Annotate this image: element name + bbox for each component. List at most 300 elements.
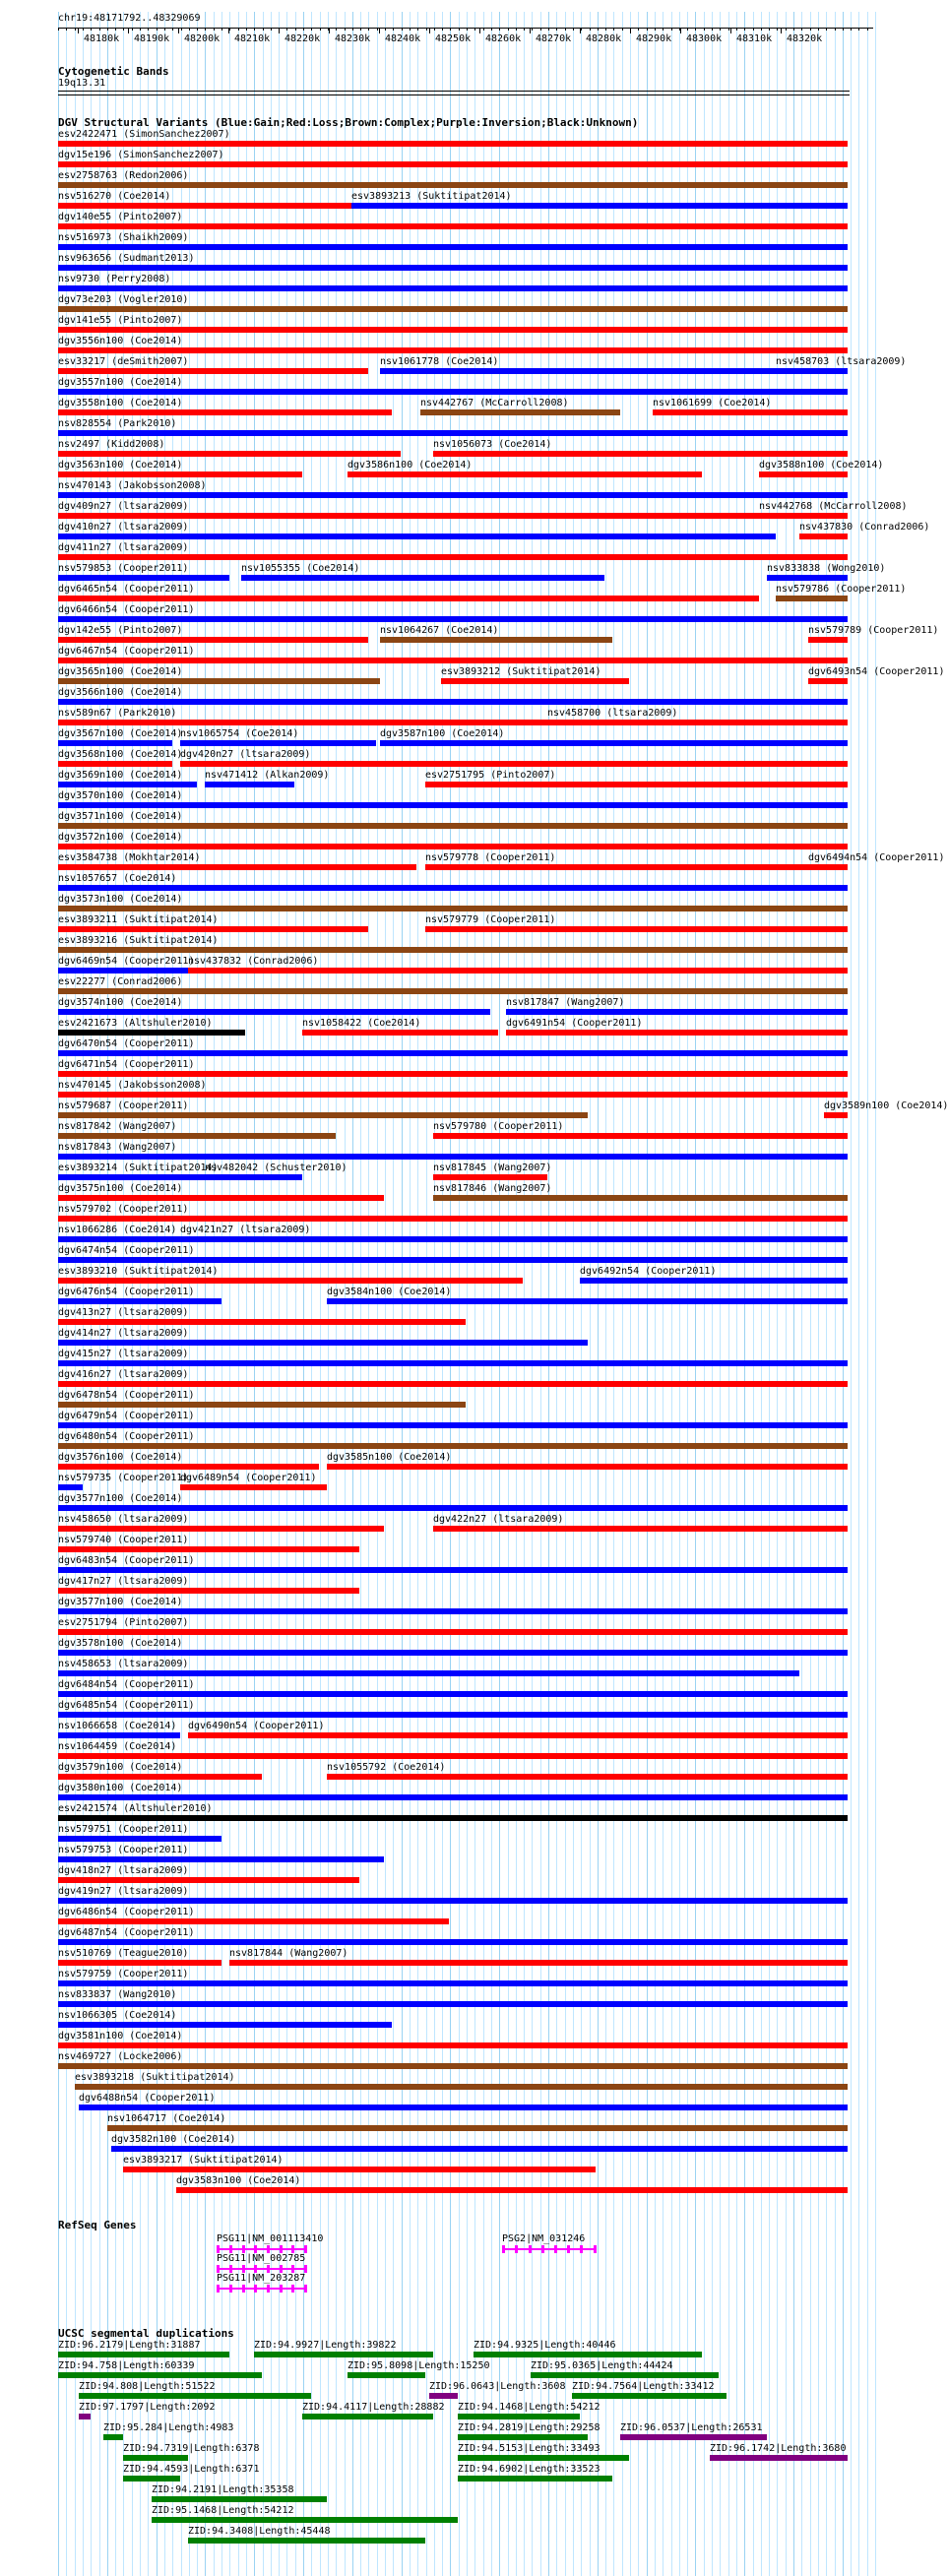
dgv-feature-bar[interactable] — [327, 1298, 848, 1304]
dgv-feature-bar[interactable] — [380, 368, 776, 374]
dgv-feature-label: esv3584738 (Mokhtar2014) — [58, 852, 201, 863]
refseq-gene-exon[interactable] — [242, 2245, 245, 2253]
ruler-minor-tick — [148, 28, 149, 31]
refseq-gene-label: PSG11|NM_001113410 — [217, 2233, 324, 2244]
dgv-feature-label: nsv1055355 (Coe2014) — [241, 563, 360, 574]
dgv-feature-label: esv2751794 (Pinto2007) — [58, 1617, 189, 1628]
dgv-feature-bar[interactable] — [58, 1360, 848, 1366]
dgv-feature-bar[interactable] — [58, 1464, 319, 1470]
refseq-gene-exon[interactable] — [502, 2245, 505, 2253]
cytoband-title: Cytogenetic Bands — [58, 65, 169, 78]
dgv-feature-bar[interactable] — [799, 534, 848, 539]
refseq-gene-exon[interactable] — [242, 2285, 245, 2293]
dgv-feature-label: dgv3578n100 (Coe2014) — [58, 1638, 183, 1649]
dgv-feature-label: dgv3586n100 (Coe2014) — [348, 460, 473, 471]
ruler-minor-tick — [311, 28, 312, 31]
ruler-major-tick — [78, 28, 79, 33]
dgv-feature-bar[interactable] — [58, 926, 368, 932]
ruler-minor-tick — [720, 28, 721, 31]
dgv-feature-bar[interactable] — [58, 1422, 848, 1428]
dgv-feature-bar[interactable] — [380, 637, 612, 643]
dgv-feature-bar[interactable] — [205, 782, 294, 787]
dgv-feature-bar[interactable] — [58, 1071, 848, 1077]
refseq-gene-exon[interactable] — [229, 2245, 232, 2253]
dgv-feature-bar[interactable] — [58, 1753, 848, 1759]
ruler-minor-tick — [246, 28, 247, 31]
segdup-bar[interactable] — [152, 2517, 458, 2523]
dgv-feature-bar[interactable] — [58, 554, 848, 560]
segdup-bar[interactable] — [348, 2372, 425, 2378]
dgv-feature-bar[interactable] — [58, 430, 848, 436]
dgv-feature-bar[interactable] — [58, 368, 368, 374]
dgv-feature-bar[interactable] — [58, 1526, 384, 1532]
dgv-feature-bar[interactable] — [58, 1030, 245, 1036]
dgv-feature-bar[interactable] — [58, 2042, 848, 2048]
dgv-feature-bar[interactable] — [58, 1133, 336, 1139]
dgv-feature-bar[interactable] — [58, 1629, 848, 1635]
dgv-feature-label: nsv442767 (McCarroll2008) — [420, 398, 569, 408]
dgv-feature-bar[interactable] — [58, 265, 848, 271]
refseq-gene-exon[interactable] — [594, 2245, 597, 2253]
dgv-feature-bar[interactable] — [58, 1009, 490, 1015]
dgv-feature-bar[interactable] — [58, 1856, 384, 1862]
dgv-feature-bar[interactable] — [327, 1464, 848, 1470]
dgv-feature-label: dgv6492n54 (Cooper2011) — [580, 1266, 717, 1277]
dgv-feature-bar[interactable] — [58, 637, 368, 643]
ruler-minor-tick — [818, 28, 819, 31]
dgv-feature-bar[interactable] — [580, 1278, 848, 1284]
dgv-feature-bar[interactable] — [58, 740, 172, 746]
dgv-feature-bar[interactable] — [58, 1712, 848, 1718]
dgv-feature-bar[interactable] — [58, 1236, 180, 1242]
dgv-feature-bar[interactable] — [58, 471, 302, 477]
dgv-feature-label: dgv6469n54 (Cooper2011) — [58, 956, 195, 967]
dgv-feature-bar[interactable] — [58, 906, 848, 911]
segdup-bar[interactable] — [458, 2434, 588, 2440]
dgv-feature-bar[interactable] — [188, 1732, 848, 1738]
refseq-gene-exon[interactable] — [254, 2245, 257, 2253]
dgv-feature-label: dgv3573n100 (Coe2014) — [58, 894, 183, 905]
ruler-minor-tick — [426, 28, 427, 31]
dgv-feature-bar[interactable] — [58, 534, 776, 539]
refseq-gene-exon[interactable] — [515, 2245, 518, 2253]
dgv-feature-label: nsv516973 (Shaikh2009) — [58, 232, 189, 243]
dgv-feature-bar[interactable] — [433, 1174, 547, 1180]
dgv-feature-bar[interactable] — [58, 1650, 848, 1656]
dgv-feature-label: dgv3576n100 (Coe2014) — [58, 1452, 183, 1463]
segdup-bar[interactable] — [302, 2414, 433, 2419]
ruler-tick-label: 48260k — [485, 33, 522, 44]
dgv-feature-bar[interactable] — [433, 1133, 848, 1139]
dgv-feature-bar[interactable] — [58, 864, 416, 870]
dgv-feature-label: dgv3588n100 (Coe2014) — [759, 460, 884, 471]
segdup-bar[interactable] — [458, 2414, 580, 2419]
dgv-feature-bar[interactable] — [58, 1092, 848, 1098]
dgv-feature-bar[interactable] — [58, 1877, 359, 1883]
dgv-feature-bar[interactable] — [58, 1257, 848, 1263]
refseq-gene-exon[interactable] — [280, 2285, 283, 2293]
dgv-feature-bar[interactable] — [58, 1608, 848, 1614]
dgv-feature-bar[interactable] — [58, 1319, 466, 1325]
dgv-feature-label: dgv3579n100 (Coe2014) — [58, 1762, 183, 1773]
dgv-feature-bar[interactable] — [58, 947, 848, 953]
segdup-label: ZID:96.0643|Length:3608 — [429, 2381, 566, 2392]
segdup-bar[interactable] — [79, 2393, 311, 2399]
ruler-minor-tick — [320, 28, 321, 31]
dgv-feature-bar[interactable] — [425, 782, 848, 787]
refseq-gene-exon[interactable] — [567, 2245, 570, 2253]
dgv-feature-bar[interactable] — [58, 761, 172, 767]
dgv-feature-label: esv2422471 (SimonSanchez2007) — [58, 129, 230, 140]
refseq-gene-exon[interactable] — [229, 2285, 232, 2293]
cytoband-bar[interactable] — [58, 91, 850, 92]
refseq-gene-exon[interactable] — [217, 2265, 220, 2273]
dgv-feature-label: dgv3583n100 (Coe2014) — [176, 2175, 301, 2186]
refseq-gene-exon[interactable] — [280, 2265, 283, 2273]
dgv-feature-bar[interactable] — [58, 1174, 205, 1180]
ruler-minor-tick — [753, 28, 754, 31]
segdup-bar[interactable] — [58, 2372, 262, 2378]
segdup-bar[interactable] — [458, 2455, 629, 2461]
dgv-feature-bar[interactable] — [58, 1484, 83, 1490]
refseq-gene-exon[interactable] — [267, 2265, 270, 2273]
refseq-gene-exon[interactable] — [304, 2285, 307, 2293]
dgv-feature-bar[interactable] — [58, 1670, 799, 1676]
dgv-feature-bar[interactable] — [58, 409, 392, 415]
dgv-feature-bar[interactable] — [58, 616, 848, 622]
dgv-feature-label: dgv6465n54 (Cooper2011) — [58, 584, 195, 595]
ruler-minor-tick — [474, 28, 475, 31]
dgv-feature-bar[interactable] — [58, 596, 759, 601]
dgv-feature-bar[interactable] — [58, 1112, 588, 1118]
dgv-feature-bar[interactable] — [58, 1980, 848, 1986]
dgv-feature-bar[interactable] — [58, 1691, 848, 1697]
dgv-feature-label: dgv3557n100 (Coe2014) — [58, 377, 183, 388]
ruler-minor-tick — [491, 28, 492, 31]
dgv-feature-bar[interactable] — [58, 968, 188, 974]
dgv-feature-bar[interactable] — [58, 1154, 848, 1160]
dgv-feature-label: nsv579687 (Cooper2011) — [58, 1100, 189, 1111]
dgv-feature-bar[interactable] — [433, 451, 848, 457]
dgv-feature-bar[interactable] — [58, 844, 848, 849]
segdup-bar[interactable] — [572, 2393, 727, 2399]
dgv-feature-label: dgv6489n54 (Cooper2011) — [180, 1473, 317, 1483]
ruler-minor-tick — [205, 28, 206, 31]
refseq-gene-exon[interactable] — [529, 2245, 532, 2253]
dgv-feature-bar[interactable] — [58, 699, 848, 705]
dgv-feature-bar[interactable] — [58, 1050, 848, 1056]
dgv-feature-bar[interactable] — [180, 761, 848, 767]
refseq-gene-exon[interactable] — [304, 2265, 307, 2273]
ruler-minor-tick — [197, 28, 198, 31]
dgv-feature-bar[interactable] — [58, 2001, 848, 2007]
dgv-feature-bar[interactable] — [776, 368, 848, 374]
dgv-feature-label: dgv6474n54 (Cooper2011) — [58, 1245, 195, 1256]
segdup-bar[interactable] — [458, 2476, 612, 2482]
dgv-feature-bar[interactable] — [767, 575, 848, 581]
dgv-feature-label: esv33217 (deSmith2007) — [58, 356, 189, 367]
dgv-feature-label: dgv6476n54 (Cooper2011) — [58, 1287, 195, 1297]
dgv-feature-bar[interactable] — [79, 2105, 848, 2110]
ruler-minor-tick — [532, 28, 533, 31]
dgv-feature-bar[interactable] — [180, 1236, 848, 1242]
dgv-feature-label: nsv817845 (Wang2007) — [433, 1162, 552, 1173]
refseq-gene-exon[interactable] — [304, 2245, 307, 2253]
ruler-tick-label: 48300k — [686, 33, 723, 44]
dgv-feature-bar[interactable] — [205, 1174, 302, 1180]
segdup-bar[interactable] — [58, 2352, 229, 2357]
ruler-minor-tick — [459, 28, 460, 31]
refseq-track-title: RefSeq Genes — [58, 2219, 137, 2231]
dgv-feature-bar[interactable] — [58, 451, 401, 457]
dgv-feature-bar[interactable] — [58, 988, 848, 994]
dgv-feature-bar[interactable] — [824, 1112, 848, 1118]
dgv-feature-bar[interactable] — [433, 1195, 848, 1201]
dgv-feature-bar[interactable] — [58, 1774, 262, 1780]
segdup-label: ZID:94.5153|Length:33493 — [458, 2443, 600, 2454]
dgv-feature-bar[interactable] — [58, 1960, 221, 1966]
dgv-feature-bar[interactable] — [180, 740, 376, 746]
segdup-label: ZID:94.6902|Length:33523 — [458, 2464, 600, 2475]
refseq-gene-exon[interactable] — [242, 2265, 245, 2273]
dgv-feature-bar[interactable] — [759, 513, 848, 519]
dgv-feature-bar[interactable] — [653, 409, 848, 415]
segdup-label: ZID:94.9325|Length:40446 — [474, 2340, 616, 2351]
dgv-feature-bar[interactable] — [58, 1298, 221, 1304]
segdup-bar[interactable] — [474, 2352, 702, 2357]
dgv-feature-label: esv2421673 (Altshuler2010) — [58, 1018, 213, 1029]
dgv-feature-label: esv2421574 (Altshuler2010) — [58, 1803, 213, 1814]
dgv-feature-bar[interactable] — [425, 926, 848, 932]
dgv-feature-bar[interactable] — [441, 678, 629, 684]
dgv-feature-bar[interactable] — [547, 720, 848, 725]
segdup-label: ZID:94.1468|Length:54212 — [458, 2402, 600, 2413]
ruler-minor-tick — [238, 28, 239, 31]
ruler-minor-tick — [744, 28, 745, 31]
ruler-minor-tick — [352, 28, 353, 31]
refseq-gene-exon[interactable] — [291, 2285, 294, 2293]
refseq-gene-label: PSG2|NM_031246 — [502, 2233, 586, 2244]
dgv-feature-bar[interactable] — [58, 1402, 466, 1408]
dgv-feature-bar[interactable] — [302, 1030, 498, 1036]
ruler-minor-tick — [851, 28, 852, 31]
dgv-feature-bar[interactable] — [58, 513, 848, 519]
segdup-bar[interactable] — [254, 2352, 433, 2357]
dgv-feature-label: dgv6466n54 (Cooper2011) — [58, 604, 195, 615]
dgv-feature-bar[interactable] — [58, 1216, 848, 1222]
dgv-feature-bar[interactable] — [75, 2084, 848, 2090]
dgv-feature-bar[interactable] — [58, 182, 848, 188]
dgv-feature-label: dgv6470n54 (Cooper2011) — [58, 1038, 195, 1049]
dgv-feature-bar[interactable] — [58, 327, 848, 333]
dgv-feature-label: nsv1064267 (Coe2014) — [380, 625, 499, 636]
dgv-feature-bar[interactable] — [58, 1732, 180, 1738]
dgv-feature-label: esv2758763 (Redon2006) — [58, 170, 189, 181]
refseq-gene-exon[interactable] — [217, 2285, 220, 2293]
refseq-gene-exon[interactable] — [280, 2245, 283, 2253]
dgv-feature-bar[interactable] — [58, 1939, 848, 1945]
dgv-feature-bar[interactable] — [808, 637, 848, 643]
dgv-feature-bar[interactable] — [58, 823, 848, 829]
dgv-feature-bar[interactable] — [58, 1505, 848, 1511]
refseq-gene-exon[interactable] — [254, 2265, 257, 2273]
dgv-feature-bar[interactable] — [176, 2187, 848, 2193]
dgv-feature-label: nsv470145 (Jakobsson2008) — [58, 1080, 207, 1091]
ruler-minor-tick — [164, 28, 165, 31]
dgv-feature-bar[interactable] — [58, 575, 229, 581]
dgv-feature-label: dgv6488n54 (Cooper2011) — [79, 2093, 216, 2104]
refseq-gene-exon[interactable] — [554, 2245, 557, 2253]
dgv-feature-bar[interactable] — [58, 678, 380, 684]
dgv-feature-bar[interactable] — [58, 2063, 848, 2069]
dgv-feature-bar[interactable] — [58, 1546, 359, 1552]
refseq-gene-exon[interactable] — [229, 2265, 232, 2273]
dgv-feature-bar[interactable] — [808, 678, 848, 684]
dgv-feature-label: nsv1061778 (Coe2014) — [380, 356, 499, 367]
segdup-bar[interactable] — [103, 2434, 123, 2440]
dgv-feature-label: nsv1064717 (Coe2014) — [107, 2113, 226, 2124]
segdup-bar[interactable] — [429, 2393, 458, 2399]
dgv-feature-label: nsv1057657 (Coe2014) — [58, 873, 177, 884]
dgv-feature-label: dgv420n27 (ltsara2009) — [180, 749, 311, 760]
refseq-gene-exon[interactable] — [580, 2245, 583, 2253]
dgv-feature-bar[interactable] — [58, 203, 351, 209]
dgv-feature-bar[interactable] — [506, 1009, 848, 1015]
dgv-feature-bar[interactable] — [58, 389, 848, 395]
dgv-feature-bar[interactable] — [425, 864, 848, 870]
dgv-feature-bar[interactable] — [58, 885, 848, 891]
dgv-feature-bar[interactable] — [58, 1340, 588, 1346]
dgv-feature-label: nsv817842 (Wang2007) — [58, 1121, 177, 1132]
ruler-minor-tick — [377, 28, 378, 31]
dgv-feature-bar[interactable] — [380, 740, 848, 746]
dgv-feature-bar[interactable] — [58, 720, 547, 725]
ruler-major-tick — [479, 28, 480, 33]
dgv-feature-bar[interactable] — [58, 1443, 848, 1449]
ruler-tick-label: 48220k — [284, 33, 321, 44]
refseq-gene-exon[interactable] — [267, 2285, 270, 2293]
dgv-feature-bar[interactable] — [58, 492, 848, 498]
dgv-feature-label: dgv416n27 (ltsara2009) — [58, 1369, 189, 1380]
ruler-tick-label: 48310k — [736, 33, 773, 44]
refseq-gene-exon[interactable] — [217, 2245, 220, 2253]
dgv-feature-label: dgv73e203 (Vogler2010) — [58, 294, 189, 305]
refseq-gene-exon[interactable] — [291, 2265, 294, 2273]
dgv-feature-label: dgv6480n54 (Cooper2011) — [58, 1431, 195, 1442]
dgv-feature-bar[interactable] — [58, 306, 848, 312]
dgv-feature-bar[interactable] — [241, 575, 604, 581]
segdup-bar[interactable] — [123, 2455, 188, 2461]
dgv-feature-bar[interactable] — [808, 864, 848, 870]
dgv-feature-bar[interactable] — [58, 658, 848, 663]
segdup-label: ZID:96.0537|Length:26531 — [620, 2422, 763, 2433]
dgv-feature-bar[interactable] — [58, 1815, 848, 1821]
ruler-minor-tick — [91, 28, 92, 31]
dgv-feature-bar[interactable] — [58, 1898, 848, 1904]
dgv-feature-bar[interactable] — [58, 1836, 221, 1842]
dgv-feature-bar[interactable] — [58, 2022, 392, 2028]
dgv-feature-label: dgv3577n100 (Coe2014) — [58, 1597, 183, 1607]
segdup-bar[interactable] — [620, 2434, 767, 2440]
segdup-bar[interactable] — [188, 2538, 425, 2544]
dgv-feature-label: nsv1066305 (Coe2014) — [58, 2010, 177, 2021]
dgv-feature-label: nsv1066658 (Coe2014) — [58, 1721, 177, 1731]
dgv-feature-bar[interactable] — [111, 2146, 848, 2152]
dgv-feature-bar[interactable] — [123, 2167, 596, 2172]
segdup-bar[interactable] — [123, 2476, 180, 2482]
ruler-minor-tick — [858, 28, 859, 31]
dgv-feature-label: dgv409n27 (ltsara2009) — [58, 501, 189, 512]
dgv-feature-bar[interactable] — [58, 244, 848, 250]
dgv-feature-bar[interactable] — [229, 1960, 848, 1966]
dgv-track-title: DGV Structural Variants (Blue:Gain;Red:Loss;Brown:Complex;Purple:Inversion;Black:Unknown) — [58, 116, 639, 129]
segdup-bar[interactable] — [152, 2496, 327, 2502]
dgv-feature-bar[interactable] — [759, 471, 848, 477]
dgv-feature-bar[interactable] — [58, 1195, 384, 1201]
dgv-feature-label: nsv2497 (Kidd2008) — [58, 439, 165, 450]
dgv-feature-bar[interactable] — [420, 409, 620, 415]
segdup-bar[interactable] — [710, 2455, 848, 2461]
dgv-feature-label: nsv579753 (Cooper2011) — [58, 1845, 189, 1855]
segdup-label: ZID:94.808|Length:51522 — [79, 2381, 216, 2392]
dgv-feature-label: dgv3572n100 (Coe2014) — [58, 832, 183, 843]
refseq-gene-exon[interactable] — [541, 2245, 544, 2253]
dgv-feature-label: dgv3589n100 (Coe2014) — [824, 1100, 948, 1111]
dgv-feature-bar[interactable] — [180, 1484, 327, 1490]
dgv-feature-bar[interactable] — [58, 285, 848, 291]
refseq-gene-exon[interactable] — [291, 2245, 294, 2253]
dgv-feature-bar[interactable] — [351, 203, 848, 209]
dgv-feature-label: nsv470143 (Jakobsson2008) — [58, 480, 207, 491]
dgv-feature-bar[interactable] — [58, 347, 848, 353]
dgv-feature-bar[interactable] — [506, 1030, 848, 1036]
dgv-feature-label: esv3893217 (Suktitipat2014) — [123, 2155, 284, 2166]
dgv-feature-bar[interactable] — [58, 1381, 848, 1387]
dgv-feature-bar[interactable] — [58, 1794, 848, 1800]
dgv-feature-bar[interactable] — [58, 1567, 848, 1573]
dgv-feature-bar[interactable] — [433, 1526, 848, 1532]
segdup-bar[interactable] — [531, 2372, 719, 2378]
ruler-minor-tick — [565, 28, 566, 31]
dgv-feature-label: nsv1056073 (Coe2014) — [433, 439, 552, 450]
dgv-feature-bar[interactable] — [58, 223, 848, 229]
dgv-feature-bar[interactable] — [58, 1588, 359, 1594]
location-label: chr19:48171792..48329069 — [58, 13, 201, 24]
dgv-feature-label: nsv437832 (Conrad2006) — [188, 956, 319, 967]
dgv-feature-bar[interactable] — [58, 782, 197, 787]
dgv-feature-bar[interactable] — [58, 1278, 523, 1284]
dgv-feature-bar[interactable] — [58, 802, 848, 808]
dgv-feature-bar[interactable] — [348, 471, 702, 477]
dgv-feature-bar[interactable] — [107, 2125, 848, 2131]
ruler-minor-tick — [402, 28, 403, 31]
segdup-bar[interactable] — [79, 2414, 91, 2419]
dgv-feature-label: dgv410n27 (ltsara2009) — [58, 522, 189, 533]
dgv-feature-bar[interactable] — [188, 968, 848, 974]
dgv-feature-bar[interactable] — [776, 596, 848, 601]
dgv-feature-bar[interactable] — [58, 161, 848, 167]
dgv-feature-bar[interactable] — [327, 1774, 848, 1780]
ruler-minor-tick — [336, 28, 337, 31]
dgv-feature-bar[interactable] — [58, 1918, 449, 1924]
dgv-feature-label: nsv1066286 (Coe2014) — [58, 1225, 177, 1235]
refseq-gene-exon[interactable] — [254, 2285, 257, 2293]
grid-line — [867, 12, 868, 2576]
dgv-feature-bar[interactable] — [58, 141, 848, 147]
dgv-feature-label: dgv3584n100 (Coe2014) — [327, 1287, 452, 1297]
refseq-gene-exon[interactable] — [267, 2245, 270, 2253]
ruler-minor-tick — [181, 28, 182, 31]
